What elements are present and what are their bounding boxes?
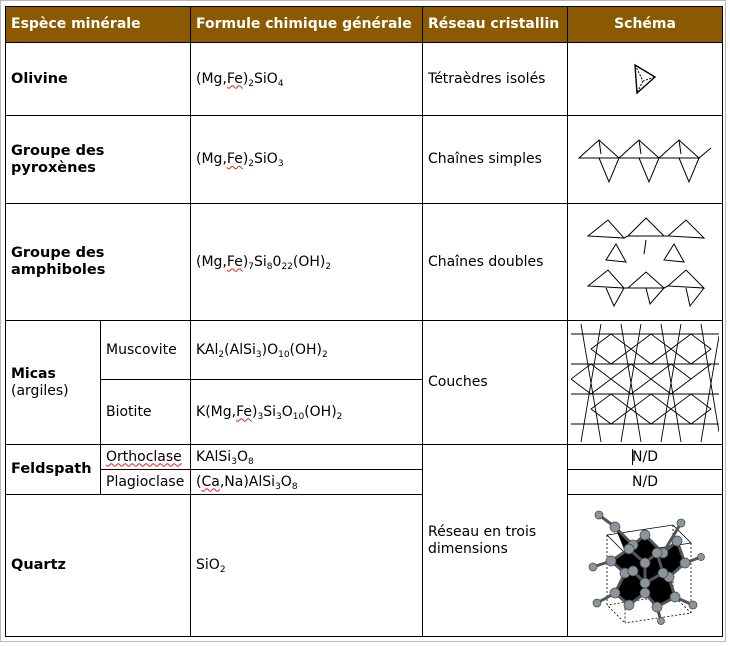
- schema-cell[interactable]: N/D: [568, 445, 723, 470]
- formula: $(Ca,Na)AlSi_3O_8$: [191, 470, 423, 495]
- schema-cell: [568, 116, 723, 204]
- variety-name: Orthoclase: [101, 445, 191, 470]
- formula: $(Mg,Fe)_2SiO_3$: [191, 116, 423, 204]
- variety-name: Muscovite: [101, 321, 191, 380]
- header-schema: Schéma: [568, 7, 723, 43]
- mineral-name: Groupe des pyroxènes: [6, 116, 191, 204]
- formula: $(Mg,Fe)_2SiO_4$: [191, 43, 423, 116]
- mineral-name: Olivine: [6, 43, 191, 116]
- single-chain-icon: [575, 130, 715, 190]
- sheet-icon: [571, 324, 719, 442]
- formula: SiO$_2$: [191, 495, 423, 637]
- schema-cell: [568, 204, 723, 321]
- schema-cell: [568, 321, 723, 445]
- mineral-subname: (argiles): [11, 382, 69, 399]
- formula: $(Mg,Fe)_7Si_80_{22}(OH)_2$: [191, 204, 423, 321]
- lattice-type: Chaînes simples: [423, 116, 568, 204]
- header-reseau: Réseau cristallin: [423, 7, 568, 43]
- schema-cell: [568, 43, 723, 116]
- minerals-table: [5, 6, 723, 637]
- formula: $KAlSi_3O_8$: [191, 445, 423, 470]
- lattice-type: Couches: [423, 321, 568, 445]
- mineral-name: Quartz: [6, 495, 191, 637]
- header-espece: Espèce minérale: [6, 7, 191, 43]
- header-row: [6, 7, 723, 43]
- variety-name: Biotite: [101, 380, 191, 445]
- mineral-name: Micas (argiles): [6, 321, 101, 445]
- header-formule: Formule chimique générale: [191, 7, 423, 43]
- table-row: [6, 43, 723, 116]
- double-chain-icon: [580, 214, 710, 310]
- schema-cell: N/D: [568, 470, 723, 495]
- crystal-lattice-icon: [585, 507, 705, 625]
- table-row: [6, 445, 723, 470]
- table-row: [6, 116, 723, 204]
- tetrahedron-icon: [625, 59, 665, 99]
- table-row: [6, 321, 723, 380]
- table-row: [6, 470, 723, 495]
- lattice-type: Tétraèdres isolés: [423, 43, 568, 116]
- lattice-type: Réseau en trois dimensions: [423, 445, 568, 637]
- mineral-name: Feldspath: [6, 445, 101, 495]
- schema-cell: [568, 495, 723, 637]
- variety-name: Plagioclase: [101, 470, 191, 495]
- table-row: [6, 204, 723, 321]
- table-row: [6, 495, 723, 637]
- lattice-type: Chaînes doubles: [423, 204, 568, 321]
- formula: $KAl_2(AlSi_3)O_{10}(OH)_2$: [191, 321, 423, 380]
- formula: $K(Mg,Fe)_3Si_3O_{10}(OH)_2$: [191, 380, 423, 445]
- mineral-name: Groupe des amphiboles: [6, 204, 191, 321]
